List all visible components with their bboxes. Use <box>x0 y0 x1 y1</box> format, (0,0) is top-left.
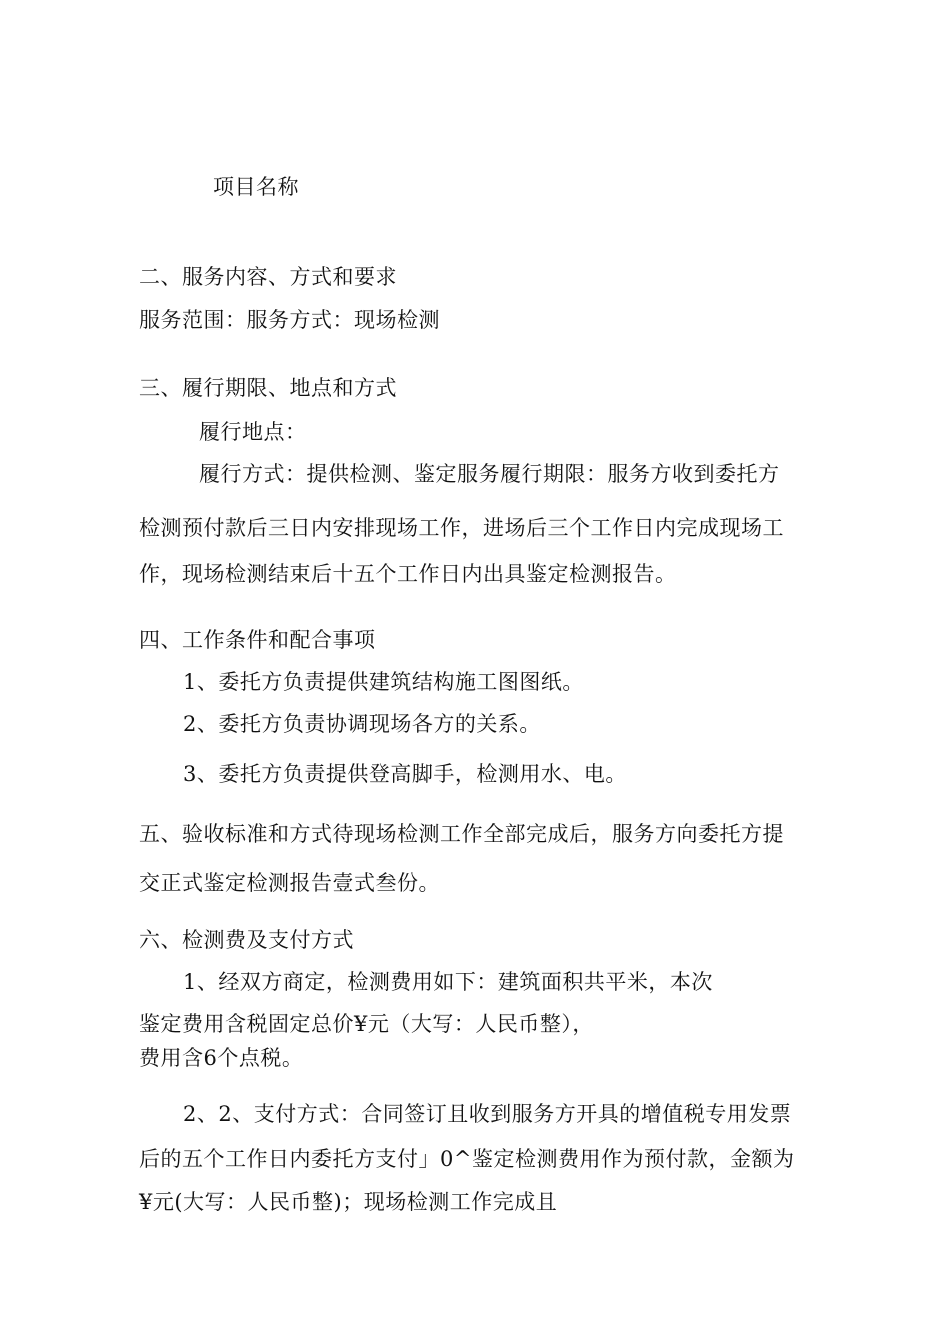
fee-line: 1、经双方商定，检测费用如下：建筑面积共平米，本次 <box>183 970 713 994</box>
fee-line: 费用含6个点税。 <box>139 1046 304 1070</box>
performance-location: 履行地点： <box>199 420 307 444</box>
performance-line: 检测预付款后三日内安排现场工作，进场后三个工作日内完成现场工 <box>139 516 784 540</box>
performance-line: 履行方式：提供检测、鉴定服务履行期限：服务方收到委托方 <box>199 462 780 486</box>
condition-item: 1、委托方负责提供建筑结构施工图图纸。 <box>183 670 584 694</box>
section-6-heading: 六、检测费及支付方式 <box>139 928 354 952</box>
section-5-line: 五、验收标准和方式待现场检测工作全部完成后，服务方向委托方提 <box>139 822 784 846</box>
section-4-heading: 四、工作条件和配合事项 <box>139 628 376 652</box>
section-5-line: 交正式鉴定检测报告壹式叁份。 <box>139 871 440 895</box>
condition-item: 3、委托方负责提供登高脚手，检测用水、电。 <box>183 762 627 786</box>
performance-line: 作，现场检测结束后十五个工作日内出具鉴定检测报告。 <box>139 562 677 586</box>
project-name: 项目名称 <box>213 175 299 199</box>
section-2-heading: 二、服务内容、方式和要求 <box>139 265 397 289</box>
section-3-heading: 三、履行期限、地点和方式 <box>139 376 397 400</box>
condition-item: 2、委托方负责协调现场各方的关系。 <box>183 712 541 736</box>
payment-line: ¥元(大写：人民币整)；现场检测工作完成且 <box>139 1190 558 1214</box>
payment-line: 后的五个工作日内委托方支付」0^鉴定检测费用作为预付款，金额为 <box>139 1147 795 1171</box>
fee-line: 鉴定费用含税固定总价¥元（大写：人民币整）， <box>139 1012 594 1036</box>
payment-line: 2、2、支付方式：合同签订且收到服务方开具的增值税专用发票 <box>183 1102 792 1126</box>
service-scope: 服务范围：服务方式：现场检测 <box>139 308 440 332</box>
